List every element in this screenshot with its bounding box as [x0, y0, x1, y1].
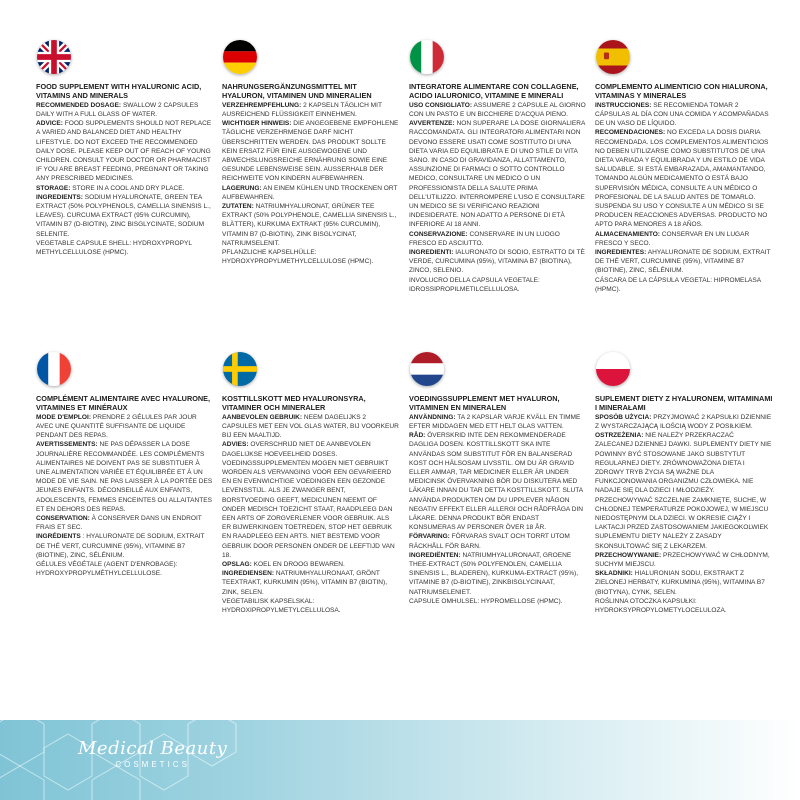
section-title: KOSTTILLSKOTT MED HYALURONSYRA, VITAMINER OCH MINERALER [222, 394, 366, 413]
paragraph [222, 413, 400, 441]
paragraph [36, 101, 214, 119]
paragraph [409, 230, 587, 248]
section-spanish [595, 40, 773, 294]
section-body [595, 101, 773, 294]
paragraph [222, 569, 400, 597]
section-title: COMPLÉMENT ALIMENTAIRE AVEC HYALURONE, VITAMINES ET MINÉRAUX [36, 394, 211, 413]
paragraph-text: OVERSCHRIJD NIET DE AANBEVOLEN DAGELIJKSE HOEVEELHEID DOSES. VOEDINGSSUPPLEMENTEN MOGEN NIET GEBRUIKT WORDEN ALS VERVANGING VOOR EEN GEVARIEERD EN EN EVENWICHTIGE VOEDINGEN EEN GEZONDE LEVENSSTIJL. ALS JE ZWANGER BENT, BORSTVOEDING GEEFT, MEDICIJNEN NEEMT OF ONDER MEDISCH TOEZICHT STAAT, RAADPLEEG DAN EEN ARTS OF ZORGVERLENER VOOR GEBRUIK. ALS ER BIJWERKINGEN TOETREDEN, STOP HET GEBRUIK EN RAADPLEEG EEN ARTS. NIET BESTEMD VOOR GEBRUIK DOOR PERSONEN ONDER DE LEEFTIJD VAN 18. [222, 441, 395, 559]
paragraph-text: CONSERVARE IN UN LUOGO FRESCO ED ASCIUTTO. [409, 230, 560, 247]
paragraph-text: NATRIUMHYALURONAAT, GROENE THEE-EXTRACT (50% POLYFENOLEN, CAMELLIA SINENSIS L., BLADEREN), KURKUMA-EXTRACT (95%), VITAMINE B7 (D-BIOTINE), ZINKBISGLYCINAAT, NATRIUMSELENIET. [409, 551, 579, 596]
paragraph-label: INSTRUCCIONES: [595, 101, 652, 109]
paragraph-text: INVOLUCRO DELLA CAPSULA VEGETALE: IDROSSIPROPILMETILCELLULOSA. [409, 276, 540, 293]
uk-flag-icon [37, 40, 71, 74]
paragraph-label: ADVICE: [36, 120, 63, 128]
paragraph-text: PRENDRE 2 GÉLULES PAR JOUR AVEC UNE QUANTITÉ SUFFISANTE DE LIQUIDE PENDANT DES REPAS. [36, 413, 197, 440]
paragraph [409, 101, 587, 119]
paragraph-label: INGREDIËNTEN: [409, 551, 461, 559]
paragraph-text: VEGETABLE CAPSULE SHELL: HYDROXYPROPYL METHYLCELLULOSE (HPMC). [36, 239, 192, 257]
paragraph-text: CÁSCARA DE LA CÁPSULA VEGETAL: HIPROMELASA (HPMC). [595, 276, 761, 293]
paragraph [222, 560, 400, 569]
paragraph-text: ASSUMERE 2 CAPSULE AL GIORNO CON UN PASTO E UN BICCHIERE D'ACQUA PIENO. [409, 101, 586, 119]
paragraph-label: INGREDIENTI: [409, 249, 454, 257]
paragraph-text: 2 KAPSELN TÄGLICH MIT AUSREICHEND FLÜSSIGKEIT EINNEHMEN. [222, 101, 382, 119]
section-body [222, 413, 400, 615]
paragraph-label: OSTRZEŻENIA: [595, 432, 644, 440]
section-title: SUPLEMENT DIETY Z HYALURONEM, WITAMINAMI I MINERAŁAMI [595, 394, 773, 413]
paragraph [36, 184, 214, 193]
section-dutch [409, 352, 587, 606]
brand-logo [78, 738, 227, 769]
paragraph-text: : HYALURONATE DE SODIUM, EXTRAIT DE THÉ VERT, CURCUMINE (95%), VITAMINE B7 (BIOTINE), ZINC, SÉLÉNIUM. [36, 533, 205, 559]
paragraph-text: DIE ANGEGEBENE EMPFOHLENE TÄGLICHE VERZEHRMENGE DARF NICHT ÜBERSCHRITTEN WERDEN. DAS PRODUKT SOLLTE KEIN ERSATZ FÜR EINE AUSGEWOGENE UND ABWECHSLUNGSREICHE ERNÄHRUNG SOWIE EINE GESUNDE LEBENSWEISE SEIN. AUSSERHALB DER REICHWEITE VON KINDERN AUFBEWAHREN. [222, 120, 399, 183]
paragraph-label: SKŁADNIKI: [595, 570, 633, 578]
paragraph [222, 202, 400, 248]
paragraph [409, 248, 587, 276]
section-body [36, 413, 214, 579]
paragraph [409, 597, 587, 606]
paragraph-label: USO CONSIGLIATO: [409, 101, 473, 109]
paragraph [36, 440, 214, 514]
section-title: INTEGRATORE ALIMENTARE CON COLLAGENE, ACIDO IALURONICO, VITAMINE E MINERALI [409, 82, 579, 101]
paragraph-label: ALMACENAMIENTO: [595, 230, 660, 238]
paragraph-text: STORE IN A COOL AND DRY PLACE. [70, 184, 185, 192]
paragraph-label: OPSLAG: [222, 561, 252, 569]
paragraph-text: PFLANZLICHE KAPSELHÜLLE: HYDROXYPROPYLMETHYLCELLULOSE (HPMC). [222, 249, 374, 266]
paragraph [36, 532, 214, 560]
paragraph-text: AN EINEM KÜHLEN UND TROCKENEN ORT AUFBEWAHREN. [222, 184, 398, 201]
paragraph-label: SPOSÓB UŻYCIA: [595, 413, 652, 421]
paragraph-label: ADVIES: [222, 441, 249, 449]
paragraph [595, 248, 773, 276]
paragraph-text: HIALURONIAN SODU, EKSTRAKT Z ZIELONEJ HERBATY, KURKUMINA (95%), WITAMINA B7 (BIOTYNA), CYNK, SELEN. [595, 570, 765, 596]
paragraph [222, 440, 400, 560]
paragraph-text: NIE NALEŻY PRZEKRACZAĆ ZALECANEJ DZIENNEJ DAWKI. SUPLEMENTY DIETY NIE POWINNY BYĆ STOSOWANE JAKO SUBSTYTUT REGULARNEJ DIETY. ZRÓWNOWAŻONA DIETA I ZDROWY TRYB ŻYCIA SĄ WAŻNE DLA FUNKCJONOWANIA ORGANIZMU CZŁOWIEKA. NIE NADAJE SIĘ DLA DZIECI I MŁODZIEŻY. PRZECHOWYWAĆ SZCZELNIE ZAMKNIĘTE, SUCHE, W CHŁODNEJ TEMPERATURZE POKOJOWEJ, W MIEJSCU NIEDOSTĘPNYM DLA DZIECI. W OKRESIE CIĄŻY I LAKTACJI PRZED ZASTOSOWANIEM JAKIEGOKOLWIEK SUPLEMENTU DIETY NALEŻY Z ZASADY SKONSULTOWAĆ SIĘ Z LEKARZEM. [595, 432, 772, 550]
paragraph-label: PRZECHOWYWANIE: [595, 551, 662, 559]
brand-footer [0, 720, 800, 800]
paragraph-label: FÖRVARING: [409, 533, 450, 541]
paragraph-text: KOEL EN DROOG BEWAREN. [251, 561, 345, 569]
paragraph-text: FÖRVARAS SVALT OCH TORRT UTOM RÄCKHÅLL FÖR BARN. [409, 533, 570, 550]
paragraph-text: VEGETABILISK KAPSELSKAL: HYDROXIPROPYLMETYLCELLULOSA. [222, 597, 341, 615]
paragraph [36, 239, 214, 257]
paragraph-text: FOOD SUPPLEMENTS SHOULD NOT REPLACE A VARIED AND BALANCED DIET AND HEALTHY LIFESTYLE. DO NOT EXCEED THE RECOMMENDED DAILY DOSE. PLEASE KEEP OUT OF REACH OF YOUNG CHILDREN. CONSULT YOUR DOCTOR OR PHARMACIST IF YOU ARE BREAST FEEDING, PREGNANT OR TAKING ANY PRESCRIBED MEDICINES. [36, 120, 212, 183]
paragraph-text: NATRIUMHYALURONAT, GRÜNER TEE EXTRAKT (50% POLYPHENOLE, CAMELLIA SINENSIS L., BLÄTTER), KURKUMA EXTRAKT (95% CURCUMIN), VITAMIN B7 (D-BIOTIN), ZINK BISGLYCINAT, NATRIUMSELENIT. [222, 203, 397, 247]
section-german [222, 40, 400, 266]
paragraph [409, 431, 587, 532]
spain-flag-icon [596, 40, 630, 74]
section-body [595, 413, 773, 615]
paragraph-text: CONSERVAR EN UN LUGAR FRESCO Y SECO. [595, 230, 750, 247]
section-title: FOOD SUPPLEMENT WITH HYALURONIC ACID, VITAMINS AND MINERALS [36, 82, 202, 101]
poland-flag-icon [596, 352, 630, 386]
paragraph-label: WICHTIGER HINWEIS: [222, 120, 292, 128]
section-body [36, 101, 214, 257]
paragraph [409, 413, 587, 431]
logo-sub-text: COSMETICS [115, 760, 190, 769]
paragraph-label: CONSERVAZIONE: [409, 230, 468, 238]
paragraph [409, 119, 587, 229]
paragraph [222, 597, 400, 615]
section-body [222, 101, 400, 267]
paragraph-text: NON SUPERARE LA DOSE GIORNALIERA RACCOMANDATA. GLI INTEGRATORI ALIMENTARI NON DEVONO ESSERE USATI COME SOSTITUTO DI UNA DIETA VARIA ED EQUILIBRATA E DI UNO STILE DI VITA SANO. IN CASO DI GRAVIDANZA, ALLATTAMENTO, ASSUNZIONE DI FARMACI O SOTTO CONTROLLO MEDICO, CONSULTARE UN MEDICO O UN PROFESSIONISTA DELLA SALUTE PRIMA DELL'UTILIZZO. INTERROMPERE L'USO E CONSULTARE UN MEDICO SE SI VERIFICANO REAZIONI INDESIDERATE. NON ADATTO A PERSONE DI ETÀ INFERIORE AI 18 ANNI. [409, 120, 585, 229]
section-english [36, 40, 214, 257]
paragraph-label: CONSERVATION: [36, 515, 90, 523]
paragraph [222, 248, 400, 266]
paragraph-text: NE PAS DÉPASSER LA DOSE JOURNALIÈRE RECOMMANDÉE. LES COMPLÉMENTS ALIMENTAIRES NE DOIVENT PAS SE SUBSTITUER À UNE ALIMENTATION VARIÉE ET ÉQUILIBRÉE ET À UN MODE DE VIE SAIN. NE PAS LAISSER À LA PORTÉE DES JEUNES ENFANTS. DÉCONSEILLÉ AUX ENFANTS, ADOLESCENTS, FEMMES ENCEINTES OU ALLAITANTES ET EN DEHORS DES REPAS. [36, 441, 213, 513]
paragraph-text: PRZYJMOWAĆ 2 KAPSUŁKI DZIENNIE Z WYSTARCZAJĄCĄ ILOŚCIĄ WODY Z POSIŁKIEM. [595, 413, 772, 431]
paragraph [222, 101, 400, 119]
paragraph-text: NEEM DAGELIJKS 2 CAPSULES MET EEN VOL GLAS WATER, BIJ VOORKEUR BIJ EEN MAALTIJD. [222, 413, 399, 440]
paragraph [409, 532, 587, 550]
section-polish [595, 352, 773, 615]
paragraph-text: GÉLULES VÉGÉTALE (AGENT D'ENROBAGE): HYDROXYPROPYLMÉTHYLCELLULOSE. [36, 561, 178, 578]
paragraph [36, 119, 214, 183]
paragraph-text: AHYALURONATE DE SODIUM, EXTRAIT DE THÉ VERT, CURCUMINE (95%), VITAMINE B7 (BIOTINE), ZINC, SÉLÉNIUM. [595, 249, 771, 275]
paragraph-label: RECOMENDACIONES: [595, 129, 666, 137]
france-flag-icon [37, 352, 71, 386]
paragraph [409, 551, 587, 597]
paragraph-text: CAPSULE OMHULSEL: HYPROMELLOSE (HPMC). [409, 597, 563, 605]
section-body [409, 413, 587, 606]
section-french [36, 352, 214, 578]
paragraph-label: INGREDIENSEN: [222, 570, 275, 578]
paragraph-text: TA 2 KAPSLAR VARJE KVÄLL EN TIMME EFTER MIDDAGEN MED ETT HELT GLAS VATTEN. [409, 413, 581, 431]
paragraph-label: RÅD: [409, 432, 426, 440]
paragraph-text: IALURONATO DI SODIO, ESTRATTO DI TÈ VERDE, CURCUMINA (95%), VITAMINA B7 (BIOTINA), ZINCO, SELENIO. [409, 249, 585, 275]
paragraph-label: STORAGE: [36, 184, 71, 192]
paragraph-text: ÖVERSKRID INTE DEN REKOMMENDERADE DAGLIGA DOSEN. KOSTTILLSKOTT SKA INTE ANVÄNDAS SOM SUBSTITUT FÖR EN BALANSERAD KOST OCH HÄLSOSAM LIVSSTIL. OM DU ÄR GRAVID ELLER AMMAR, TAR MEDICINER ELLER ÄR UNDER MEDICINSK ÖVERVAKNING BÖR DU DISKUTERA MED LÄKARE INNAN DU TAR DETTA KOSTTILLSKOTT. SLUTA ANVÄNDA PRODUKTEN OM DU UPPLEVER NÅGON NEGATIV EFFEKT ELLER ALLERGI OCH RÅDFRÅGA DIN LÄKARE. DENNA PRODUKT BÖR ENDAST KONSUMERAS AV PERSONER ÖVER 18 ÅR. [409, 432, 584, 532]
paragraph [595, 551, 773, 569]
section-italian [409, 40, 587, 294]
section-body [409, 101, 587, 294]
paragraph-label: INGRÉDIENTS [36, 533, 81, 541]
paragraph [409, 276, 587, 294]
paragraph-label: AANBEVOLEN GEBRUIK: [222, 413, 303, 421]
paragraph [595, 276, 773, 294]
germany-flag-icon [223, 40, 257, 74]
paragraph-label: LAGERUNG: [222, 184, 262, 192]
paragraph-text: NO EXCEDA LA DOSIS DIARIA RECOMENDADA. LOS COMPLEMENTOS ALIMENTICIOS NO DEBEN UTILIZARSE COMO SUBSTITUTOS DE UNA DIETA VARIADA Y EQUILIBRADA Y UN ESTILO DE VIDA SALUDABLE. SI ESTÁ EMBARAZADA, AMAMANTANDO, TOMANDO ALGÚN MEDICAMENTO O ESTÁ BAJO SUPERVISIÓN MÉDICA, CONSULTE A UN MÉDICO O PROFESIONAL DE LA SALUD ANTES DE TOMARLO. SUSPENDA SU USO Y CONSULTE A UN MÉDICO SI SE PRODUCEN REACCIONES ADVERSAS. PRODUCTO NO APTO PARA MENORES A 18 AÑOS. [595, 129, 769, 229]
paragraph-label: MODE D'EMPLOI: [36, 413, 92, 421]
paragraph-text: SE RECOMIENDA TOMAR 2 CÁPSULAS AL DÍA CON UNA COMIDA Y ACOMPAÑADAS DE UN VASO DE LÍQUIDO. [595, 101, 769, 128]
paragraph [222, 119, 400, 183]
paragraph-text: PRZECHOWYWAĆ W CHŁODNYM, SUCHYM MIEJSCU. [595, 551, 770, 569]
paragraph-text: SODIUM HYALURONATE, GREEN TEA EXTRACT (50% POLYPHENOLS, CAMELLIA SINENSIS L., LEAVES). CURCUMA EXTRACT (95% CURCUMIN), VITAMIN B7 (D-BIOTIN), ZINC BISGLYCINATE, SODIUM SELENITE. [36, 193, 211, 238]
netherlands-flag-icon [410, 352, 444, 386]
paragraph-label: RECOMMENDED DOSAGE: [36, 101, 122, 109]
paragraph [595, 230, 773, 248]
paragraph-label: ANVÄNDNING: [409, 413, 456, 421]
paragraph [36, 514, 214, 532]
paragraph-label: INGREDIENTES: [595, 249, 647, 257]
paragraph [595, 597, 773, 615]
paragraph [595, 101, 773, 129]
section-swedish [222, 352, 400, 615]
paragraph [36, 413, 214, 441]
section-title: COMPLEMENTO ALIMENTICIO CON HIALURONA, VITAMINAS Y MINERALES [595, 82, 768, 101]
paragraph [595, 413, 773, 431]
paragraph-label: AVVERTENZE: [409, 120, 455, 128]
paragraph [595, 569, 773, 597]
paragraph-label: AVERTISSEMENTS: [36, 441, 98, 449]
paragraph [36, 193, 214, 239]
sweden-flag-icon [223, 352, 257, 386]
italy-flag-icon [410, 40, 444, 74]
paragraph [595, 431, 773, 551]
paragraph-text: À CONSERVER DANS UN ENDROIT FRAIS ET SEC. [36, 515, 202, 532]
paragraph-text: NATRIUMHYALURONAAT, GRÖNT TEEXTRAKT, KURKUMIN (95%), VITAMIN B7 (BIOTIN), ZINK, SELEN. [222, 570, 388, 596]
paragraph [222, 184, 400, 202]
section-title: NAHRUNGSERGÄNZUNGSMITTEL MIT HYALURON, VITAMINEN UND MINERALIEN [222, 82, 372, 101]
paragraph-label: VERZEHREMPFEHLUNG: [222, 101, 302, 109]
paragraph-text: ROŚLINNA OTOCZKA KAPSUŁKI: HYDROKSYPROPYLOMETYLOCELULOZA. [595, 597, 727, 615]
paragraph-text: SWALLOW 2 CAPSULES DAILY WITH A FULL GLASS OF WATER. [36, 101, 199, 119]
paragraph-label: ZUTATEN: [222, 203, 254, 211]
paragraph-label: INGREDIENTS: [36, 193, 83, 201]
paragraph [36, 560, 214, 578]
logo-main-text: Medical Beauty [78, 738, 228, 759]
section-title: VOEDINGSSUPPLEMENT MET HYALURON, VITAMINEN EN MINERALEN [409, 394, 560, 413]
paragraph [595, 128, 773, 229]
